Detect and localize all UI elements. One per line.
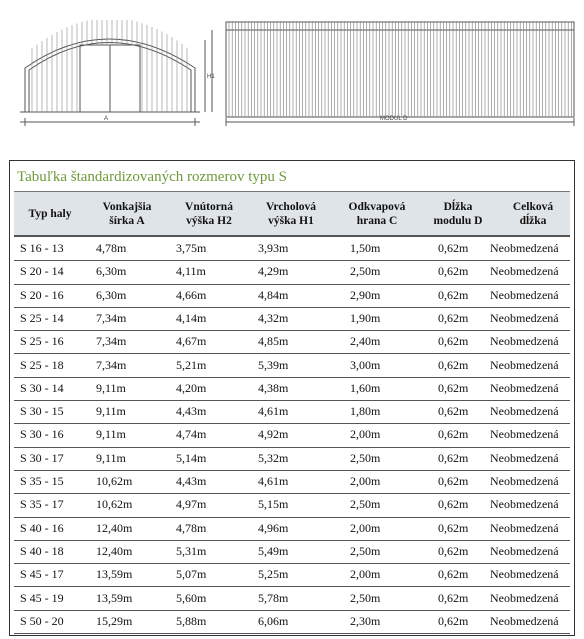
cell-peak-height: 6,06m	[258, 613, 289, 628]
table-row	[14, 517, 570, 541]
cell-eave: 2,40m	[350, 334, 381, 349]
cell-module-length: 0,62m	[438, 450, 469, 465]
header-eave: Odkvapová hrana C	[348, 200, 406, 227]
header-peak-height: Vrcholová výška H1	[265, 200, 317, 227]
cell-type: S 50 - 20	[20, 613, 64, 628]
cell-inner-height: 4,14m	[176, 310, 207, 325]
cell-total-length: Neobmedzená	[490, 520, 559, 535]
cell-eave: 2,00m	[350, 474, 381, 488]
cell-width: 12,40m	[96, 543, 133, 558]
cell-width: 10,62m	[96, 474, 133, 488]
cell-inner-height: 4,43m	[176, 474, 207, 488]
cell-type: S 30 - 14	[20, 380, 64, 395]
cell-eave: 1,80m	[350, 404, 381, 419]
cell-width: 15,29m	[96, 613, 133, 628]
cell-eave: 2,50m	[350, 543, 381, 558]
cell-total-length: Neobmedzená	[490, 310, 559, 325]
cell-peak-height: 3,93m	[258, 241, 289, 255]
front-dimension-label: A	[104, 116, 109, 122]
cell-width: 6,30m	[96, 264, 127, 279]
cell-module-length: 0,62m	[438, 264, 469, 279]
side-dimension-label: MODUL D	[380, 116, 408, 122]
header-inner-height: Vnútorná výška H2	[185, 200, 233, 227]
table-row	[14, 400, 570, 424]
cell-width: 7,34m	[96, 357, 127, 372]
cell-module-length: 0,62m	[438, 241, 469, 255]
cell-module-length: 0,62m	[438, 404, 469, 419]
cell-inner-height: 4,20m	[176, 380, 207, 395]
front-height-label: H1	[207, 74, 215, 80]
cell-type: S 45 - 19	[20, 590, 64, 605]
cell-total-length: Neobmedzená	[490, 404, 559, 419]
cell-module-length: 0,62m	[438, 613, 469, 628]
cell-width: 13,59m	[96, 567, 133, 582]
cell-inner-height: 4,97m	[176, 497, 207, 512]
table-row	[14, 610, 570, 634]
cell-eave: 3,00m	[350, 357, 381, 372]
cell-total-length: Neobmedzená	[490, 264, 559, 279]
cell-module-length: 0,62m	[438, 380, 469, 395]
cell-total-length: Neobmedzená	[490, 567, 559, 582]
cell-eave: 1,60m	[350, 380, 381, 395]
cell-peak-height: 4,32m	[258, 310, 289, 325]
cell-total-length: Neobmedzená	[490, 334, 559, 349]
table-row	[14, 587, 570, 611]
table-row	[14, 540, 570, 564]
cell-width: 7,34m	[96, 310, 127, 325]
cell-eave: 2,00m	[350, 427, 381, 442]
cell-eave: 1,90m	[350, 310, 381, 325]
header-width: Vonkajšia šírka A	[102, 200, 152, 227]
table-row	[14, 447, 570, 471]
cell-inner-height: 5,21m	[176, 357, 207, 372]
cell-eave: 2,00m	[350, 520, 381, 535]
cell-width: 9,11m	[96, 450, 126, 465]
cell-type: S 30 - 15	[20, 404, 64, 419]
cell-type: S 16 - 13	[20, 241, 64, 255]
table-row	[14, 260, 570, 284]
table-row	[14, 354, 570, 378]
cell-inner-height: 4,66m	[176, 287, 207, 302]
cell-width: 6,30m	[96, 287, 127, 302]
table-row	[14, 284, 570, 308]
cell-peak-height: 5,15m	[258, 497, 289, 512]
cell-type: S 35 - 15	[20, 474, 64, 488]
cell-inner-height: 5,07m	[176, 567, 207, 582]
cell-eave: 2,30m	[350, 613, 381, 628]
cell-peak-height: 5,78m	[258, 590, 289, 605]
cell-width: 4,78m	[96, 241, 127, 255]
cell-eave: 2,50m	[350, 497, 381, 512]
cell-type: S 20 - 16	[20, 287, 64, 302]
cell-inner-height: 5,60m	[176, 590, 207, 605]
cell-type: S 30 - 17	[20, 450, 64, 465]
cell-total-length: Neobmedzená	[490, 450, 559, 465]
cell-type: S 30 - 16	[20, 427, 64, 442]
header-type: Typ haly	[28, 207, 72, 220]
cell-eave: 2,50m	[350, 450, 381, 465]
cell-inner-height: 4,43m	[176, 404, 207, 419]
cell-width: 9,11m	[96, 380, 126, 395]
hall-drawings	[0, 0, 584, 160]
side-view-drawing	[226, 22, 574, 126]
cell-module-length: 0,62m	[438, 497, 469, 512]
table-row	[14, 237, 570, 261]
cell-total-length: Neobmedzená	[490, 427, 559, 442]
cell-width: 9,11m	[96, 427, 126, 442]
cell-module-length: 0,62m	[438, 543, 469, 558]
header-module-length: Dĺžka modulu D	[433, 200, 483, 227]
side-view-corrugation	[229, 22, 571, 117]
cell-peak-height: 5,49m	[258, 543, 289, 558]
cell-module-length: 0,62m	[438, 357, 469, 372]
cell-eave: 2,90m	[350, 287, 381, 302]
cell-module-length: 0,62m	[438, 310, 469, 325]
cell-type: S 40 - 18	[20, 543, 64, 558]
cell-peak-height: 4,61m	[258, 474, 289, 488]
cell-eave: 2,00m	[350, 567, 381, 582]
cell-type: S 25 - 18	[20, 357, 64, 372]
cell-total-length: Neobmedzená	[490, 474, 559, 488]
table-row	[14, 330, 570, 354]
cell-type: S 20 - 14	[20, 264, 64, 279]
cell-peak-height: 4,85m	[258, 334, 289, 349]
cell-module-length: 0,62m	[438, 567, 469, 582]
cell-peak-height: 4,84m	[258, 287, 289, 302]
cell-width: 10,62m	[96, 497, 133, 512]
cell-peak-height: 4,61m	[258, 404, 289, 419]
cell-peak-height: 5,39m	[258, 357, 289, 372]
header-total-length: Celková dĺžka	[512, 200, 554, 227]
cell-peak-height: 5,32m	[258, 450, 289, 465]
cell-total-length: Neobmedzená	[490, 357, 559, 372]
cell-width: 12,40m	[96, 520, 133, 535]
cell-width: 9,11m	[96, 404, 126, 419]
cell-inner-height: 5,31m	[176, 543, 207, 558]
cell-eave: 1,50m	[350, 241, 381, 255]
cell-peak-height: 5,25m	[258, 567, 289, 582]
cell-module-length: 0,62m	[438, 520, 469, 535]
cell-inner-height: 4,67m	[176, 334, 207, 349]
cell-module-length: 0,62m	[438, 287, 469, 302]
table-row	[14, 493, 570, 517]
cell-inner-height: 4,11m	[176, 264, 206, 279]
cell-type: S 25 - 16	[20, 334, 64, 349]
cell-inner-height: 4,78m	[176, 520, 207, 535]
cell-width: 13,59m	[96, 590, 133, 605]
cell-type: S 40 - 16	[20, 520, 64, 535]
cell-inner-height: 4,74m	[176, 427, 207, 442]
cell-eave: 2,50m	[350, 264, 381, 279]
table-row	[14, 470, 570, 494]
table-row	[14, 377, 570, 401]
cell-total-length: Neobmedzená	[490, 287, 559, 302]
cell-inner-height: 3,75m	[176, 241, 207, 255]
cell-module-length: 0,62m	[438, 590, 469, 605]
table-header	[14, 192, 570, 237]
cell-inner-height: 5,14m	[176, 450, 207, 465]
cell-total-length: Neobmedzená	[490, 543, 559, 558]
front-view-drawing	[20, 30, 212, 126]
cell-module-length: 0,62m	[438, 427, 469, 442]
cell-total-length: Neobmedzená	[490, 497, 559, 512]
cell-total-length: Neobmedzená	[490, 241, 559, 255]
table-row	[14, 423, 570, 447]
cell-type: S 35 - 17	[20, 497, 64, 512]
cell-peak-height: 4,38m	[258, 380, 289, 395]
cell-type: S 25 - 14	[20, 310, 64, 325]
cell-total-length: Neobmedzená	[490, 613, 559, 628]
cell-module-length: 0,62m	[438, 334, 469, 349]
cell-width: 7,34m	[96, 334, 127, 349]
table-row	[14, 563, 570, 587]
dimensions-table	[9, 160, 575, 636]
cell-peak-height: 4,29m	[258, 264, 289, 279]
cell-peak-height: 4,92m	[258, 427, 289, 442]
cell-inner-height: 5,88m	[176, 613, 207, 628]
cell-eave: 2,50m	[350, 590, 381, 605]
table-row	[14, 307, 570, 331]
cell-total-length: Neobmedzená	[490, 380, 559, 395]
cell-module-length: 0,62m	[438, 474, 469, 488]
table-title: Tabuľka štandardizovaných rozmerov typu S	[17, 169, 287, 185]
cell-type: S 45 - 17	[20, 567, 64, 582]
cell-total-length: Neobmedzená	[490, 590, 559, 605]
cell-peak-height: 4,96m	[258, 520, 289, 535]
